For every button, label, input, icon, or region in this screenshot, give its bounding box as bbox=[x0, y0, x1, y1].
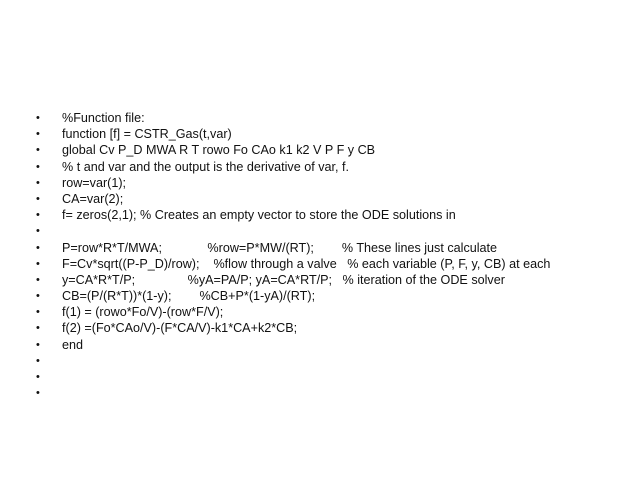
bullet-marker: • bbox=[36, 225, 40, 238]
code-line: f(1) = (rowo*Fo/V)-(row*F/V); bbox=[62, 305, 224, 320]
bullet-line bbox=[36, 353, 550, 369]
code-line: function [f] = CSTR_Gas(t,var) bbox=[62, 127, 232, 142]
bullet-line bbox=[36, 142, 550, 158]
bullet-marker: • bbox=[36, 241, 40, 254]
bullet-line bbox=[36, 385, 550, 401]
bullet-line bbox=[36, 304, 550, 320]
code-bullet-list bbox=[36, 110, 550, 401]
bullet-marker: • bbox=[36, 160, 40, 173]
code-line: CA=var(2); bbox=[62, 191, 124, 206]
bullet-line bbox=[36, 320, 550, 336]
bullet-line bbox=[36, 191, 550, 207]
bullet-marker: • bbox=[36, 192, 40, 205]
bullet-marker: • bbox=[36, 290, 40, 303]
bullet-line bbox=[36, 159, 550, 175]
bullet-marker: • bbox=[36, 257, 40, 270]
bullet-marker: • bbox=[36, 128, 40, 141]
code-line: y=CA*R*T/P; %yA=PA/P; yA=CA*RT/P; % iteration of the ODE solver bbox=[62, 272, 505, 287]
code-line: %Function file: bbox=[62, 111, 145, 125]
code-line: P=row*R*T/MWA; %row=P*MW/(RT); % These lines just calculate bbox=[62, 240, 498, 255]
bullet-marker: • bbox=[36, 322, 40, 335]
bullet-line bbox=[36, 175, 550, 191]
bullet-marker: • bbox=[36, 273, 40, 286]
bullet-line bbox=[36, 288, 550, 304]
bullet-line bbox=[36, 207, 550, 223]
bullet-line bbox=[36, 126, 550, 142]
bullet-line bbox=[36, 272, 550, 288]
bullet-marker: • bbox=[36, 338, 40, 351]
bullet-marker: • bbox=[36, 209, 40, 222]
bullet-line bbox=[36, 369, 550, 385]
bullet-marker: • bbox=[36, 371, 40, 383]
bullet-line bbox=[36, 337, 550, 353]
code-line: end bbox=[62, 337, 84, 352]
bullet-marker: • bbox=[36, 387, 40, 400]
code-line: % t and var and the output is the derivative of var, f. bbox=[62, 159, 350, 174]
code-line: row=var(1); bbox=[62, 175, 127, 190]
code-line: CB=(P/(R*T))*(1-y); %CB+P*(1-yA)/(RT); bbox=[62, 289, 316, 304]
bullet-line bbox=[36, 223, 550, 239]
bullet-marker: • bbox=[36, 306, 40, 319]
bullet-marker: • bbox=[36, 354, 40, 367]
bullet-line bbox=[36, 256, 550, 272]
code-line: global Cv P_D MWA R T rowo Fo CAo k1 k2 V P F y CB bbox=[62, 143, 376, 158]
bullet-line bbox=[36, 240, 550, 256]
code-line: F=Cv*sqrt((P-P_D)/row); %flow through a valve % each variable (P, F, y, CB) at each bbox=[62, 256, 551, 271]
code-line: f(2) =(Fo*CAo/V)-(F*CA/V)-k1*CA+k2*CB; bbox=[62, 321, 298, 336]
bullet-marker: • bbox=[36, 176, 40, 189]
bullet-marker: • bbox=[36, 144, 40, 157]
code-line: f= zeros(2,1); % Creates an empty vector to store the ODE solutions in bbox=[62, 208, 456, 223]
bullet-line bbox=[36, 110, 550, 126]
bullet-marker: • bbox=[36, 112, 40, 124]
